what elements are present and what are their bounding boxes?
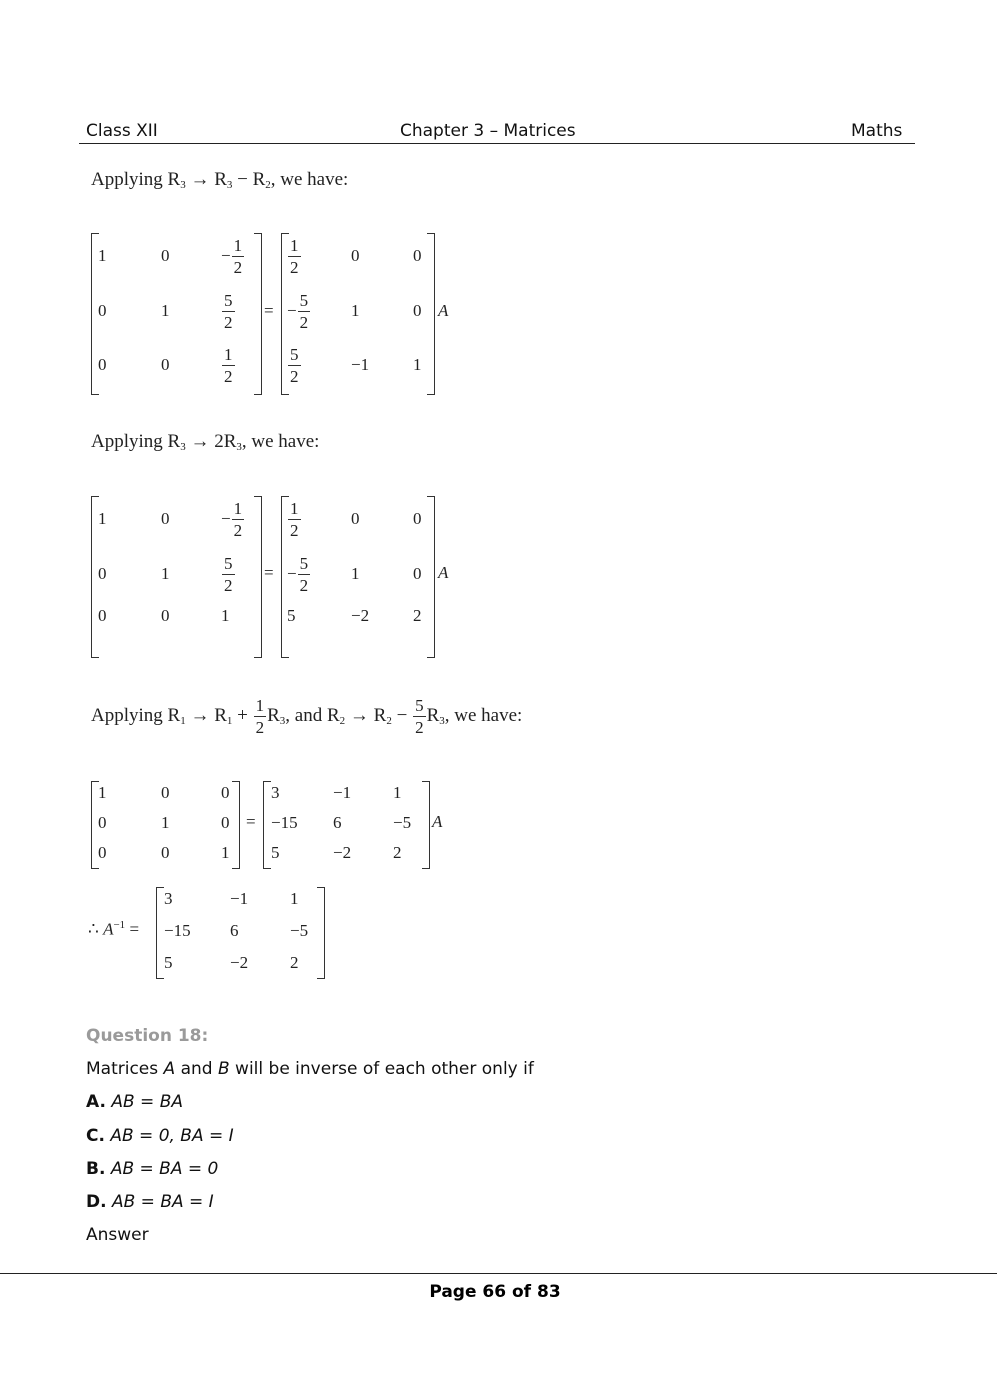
matrix-cell: 1 (98, 509, 107, 528)
matrix-cell: $\frac{5}{2}$ (224, 553, 233, 595)
bracket-right (254, 496, 262, 658)
page-number: Page 66 of 83 (429, 1282, 561, 1302)
bracket-right (254, 233, 262, 395)
matrix-cell: 3 (164, 889, 173, 908)
matrix-cell: 1 (351, 564, 360, 583)
footer-divider (0, 1273, 997, 1274)
matrix-cell: 0 (98, 606, 107, 625)
matrix-cell: 5 (287, 606, 296, 625)
matrix-cell: $\frac{1}{2}$ (290, 498, 299, 540)
matrix-cell: 0 (161, 246, 170, 265)
matrix-cell: 1 (413, 355, 422, 374)
inverse-label: ∴ $A^{-1}$ = (88, 919, 140, 939)
bracket-right (427, 496, 435, 658)
answer-label: Answer (86, 1225, 149, 1245)
matrix-cell: −1 (230, 889, 249, 908)
matrix-cell: 0 (98, 301, 107, 320)
matrix-cell: − $\frac{5}{2}$ (287, 290, 309, 332)
bracket-right (232, 781, 240, 869)
matrix-cell: 2 (413, 606, 422, 625)
matrix-cell: $\frac{5}{2}$ (290, 344, 299, 386)
matrix-cell: 1 (393, 783, 402, 802)
matrix-cell: 0 (413, 301, 422, 320)
equals-sign: = (264, 563, 274, 582)
header-class: Class XII (86, 121, 158, 141)
option-a: A. AB = BA (86, 1092, 183, 1112)
question-stem: Matrices A and B will be inverse of each other only if (86, 1059, 534, 1079)
matrix-cell: −2 (333, 843, 352, 862)
matrix-cell: 0 (161, 783, 170, 802)
matrix-cell: −1 (351, 355, 370, 374)
matrix-cell: −2 (351, 606, 370, 625)
option-c: C. AB = 0, BA = I (86, 1126, 234, 1146)
matrix-cell: 0 (221, 783, 230, 802)
option-b: B. AB = BA = 0 (86, 1159, 219, 1179)
matrix-cell: 0 (161, 355, 170, 374)
matrix-cell: 1 (161, 564, 170, 583)
matrix-cell: 0 (351, 509, 360, 528)
matrix-cell: −5 (393, 813, 412, 832)
question-title: Question 18: (86, 1026, 209, 1046)
matrix-a-variable: A (432, 812, 443, 831)
matrix-cell: 0 (161, 509, 170, 528)
matrix-cell: 0 (98, 843, 107, 862)
matrix-cell: 1 (290, 889, 299, 908)
matrix-cell: 0 (413, 246, 422, 265)
header-divider (79, 143, 915, 144)
matrix-cell: −5 (290, 921, 309, 940)
matrix-cell: $\frac{5}{2}$ (224, 290, 233, 332)
matrix-cell: 6 (230, 921, 239, 940)
equals-sign: = (264, 301, 274, 320)
option-d: D. AB = BA = I (86, 1192, 214, 1212)
matrix-cell: 1 (221, 606, 230, 625)
bracket-left (263, 781, 271, 869)
matrix-cell: 0 (161, 843, 170, 862)
matrix-cell: 2 (393, 843, 402, 862)
matrix-cell: 1 (221, 843, 230, 862)
matrix-cell: 6 (333, 813, 342, 832)
matrix-cell: 2 (290, 953, 299, 972)
bracket-left (156, 887, 164, 979)
matrix-cell: −1 (333, 783, 352, 802)
matrix-cell: 0 (98, 564, 107, 583)
matrix-cell: 1 (98, 246, 107, 265)
header-subject: Maths (851, 121, 903, 141)
matrix-cell: − $\frac{1}{2}$ (221, 498, 243, 540)
header-chapter: Chapter 3 – Matrices (400, 121, 576, 141)
matrix-cell: 0 (413, 509, 422, 528)
matrix-cell: 1 (161, 301, 170, 320)
matrix-cell: 5 (164, 953, 173, 972)
matrix-cell: 1 (351, 301, 360, 320)
matrix-cell: $\frac{1}{2}$ (290, 235, 299, 277)
matrix-a-variable: A (438, 301, 449, 320)
matrix-cell: 0 (98, 813, 107, 832)
matrix-cell: 0 (351, 246, 360, 265)
matrix-cell: 0 (98, 355, 107, 374)
matrix-cell: 3 (271, 783, 280, 802)
matrix-cell: − $\frac{5}{2}$ (287, 553, 309, 595)
matrix-cell: 1 (98, 783, 107, 802)
matrix-cell: 1 (161, 813, 170, 832)
matrix-cell: 0 (221, 813, 230, 832)
bracket-right (317, 887, 325, 979)
step-1-text: Applying $R_3 \to R_3 - R_2$, we have: (91, 169, 349, 191)
matrix-cell: $\frac{1}{2}$ (224, 344, 233, 386)
bracket-right (427, 233, 435, 395)
matrix-cell: −2 (230, 953, 249, 972)
matrix-cell: −15 (164, 921, 191, 940)
equals-sign: = (246, 812, 256, 831)
matrix-cell: 0 (413, 564, 422, 583)
step-2-text: Applying $R_3 \to 2R_3$, we have: (91, 431, 320, 453)
matrix-cell: −15 (271, 813, 298, 832)
matrix-cell: − $\frac{1}{2}$ (221, 235, 243, 277)
matrix-cell: 0 (161, 606, 170, 625)
matrix-cell: 5 (271, 843, 280, 862)
step-3-text: Applying $R_1 \to R_1$ + $\frac{1}{2}$ $R_3$, and $R_2 \to R_2$ − $\frac{5}{2}$ $R_3$, we have: (91, 696, 523, 737)
bracket-right (422, 781, 430, 869)
matrix-a-variable: A (438, 563, 449, 582)
